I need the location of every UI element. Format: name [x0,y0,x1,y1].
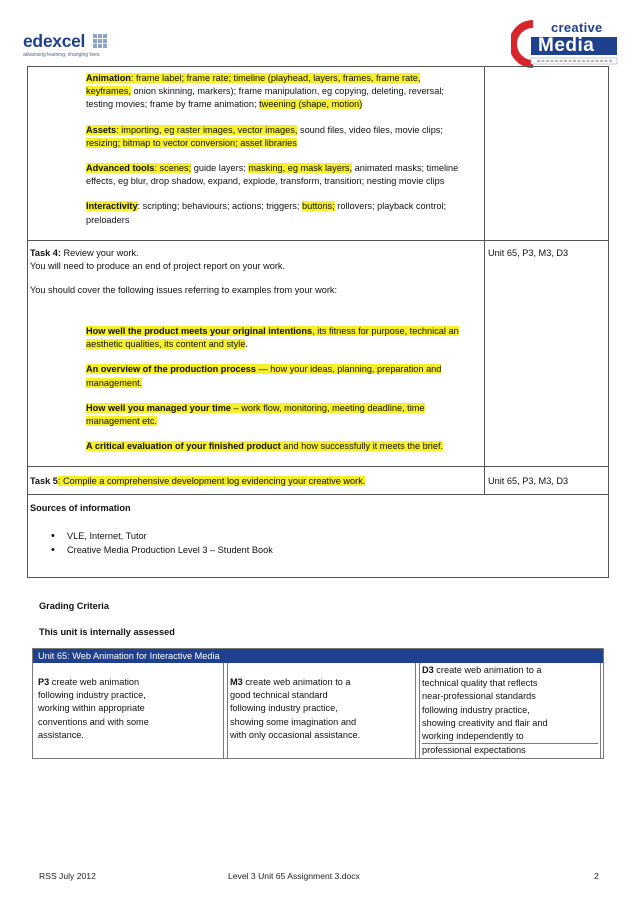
assets-paragraph [86,124,484,150]
task4-item1-rest-a: , its fitness for purpose, technical an [312,326,459,336]
sources-list [45,530,273,557]
advanced-text-b: guide layers; [191,163,249,174]
grading-divider [227,663,228,758]
grading-divider [223,663,224,758]
task4-item2-rest-b: management. [86,377,143,388]
task4-item1-bold: How well the product meets your original intentions [86,326,313,336]
advanced-text-d: animated masks; timeline [352,163,459,174]
interactivity-text-c: rollovers; playback control; [334,201,447,212]
edexcel-tagline: advancing learning, changing lives [23,52,100,58]
task4-item3-rest-a: – work flow, monitoring, meeting deadline, time [231,402,425,413]
animation-paragraph [86,72,484,112]
grading-divider [415,663,416,758]
grading-subtitle: This unit is internally assessed [39,627,175,637]
task4-item2-bold: An overview of the production process [86,364,256,375]
task4-line2: You will need to produce an end of project report on your work. [30,261,286,272]
grading-d3-code: D3 [422,665,434,675]
task4-item3 [86,402,484,428]
grading-divider [419,663,420,758]
footer-center: Level 3 Unit 65 Assignment 3.docx [228,871,360,881]
animation-text-e: tweening (shape, motion) [259,99,363,110]
grading-d3-line: following industry practice, [422,704,530,715]
grading-p3-line: conventions and with some [38,716,149,727]
assets-text-b: sound files, video files, movie clips; [297,124,443,135]
table-row-sources [28,495,608,577]
grading-d3-line: showing creativity and flair and [422,717,548,728]
interactivity-paragraph [86,200,484,226]
grading-p3-line: assistance. [38,729,84,740]
edexcel-grid-icon [93,34,107,48]
table-row-task5 [28,467,608,495]
animation-text-b: keyframes, [86,86,131,97]
animation-label: Animation [86,73,131,83]
task4-line3: You should cover the following issues referring to examples from your work: [30,285,338,296]
creative-media-logo-main: Media [538,35,595,56]
task4-item4-rest: and how successfully it meets the brief. [280,441,444,452]
task5-criteria: Unit 65, P3, M3, D3 [488,476,569,486]
column-divider [484,241,485,466]
grading-p3-line: create web animation [49,677,140,687]
grading-title: Grading Criteria [39,601,109,611]
sources-item: • Creative Media Production Level 3 – Student Book [45,544,273,557]
grading-divider [600,663,601,758]
grading-d3-line: near-professional standards [422,691,536,702]
assets-label: Assets [86,124,117,135]
sources-item: • VLE, Internet, Tutor [45,530,273,543]
advanced-text-c: masking, eg mask layers, [248,163,353,174]
interactivity-text-a: : scripting; behaviours; actions; triggers; [137,201,303,212]
grading-p3-line: working within appropriate [38,703,145,714]
creative-media-logo-top: creative [551,20,603,35]
task4-item4 [86,440,484,453]
task4-label: Task 4: [30,248,61,258]
grading-d3-line: technical quality that reflects [422,678,538,689]
task5-content [30,475,365,488]
task4-items [86,325,484,453]
task4-item4-bold: A critical evaluation of your finished product [86,441,281,452]
task5-label: Task 5 [30,476,58,486]
footer-page-number: 2 [594,871,599,881]
task4-item1 [86,325,484,351]
grading-m3-line: good technical standard [230,690,328,701]
grading-m3-line: following industry practice, [230,703,338,714]
interactivity-text-d: preloaders [86,214,130,225]
assets-text-c: resizing; bitmap to vector conversion; asset libraries [86,137,297,148]
task4-item3-rest-b: management etc. [86,416,157,427]
edexcel-logo [23,32,113,62]
table-row-tools [28,67,608,241]
task4-heading [30,247,482,260]
interactivity-text-b: buttons; [302,201,335,212]
grading-p3-code: P3 [38,677,50,687]
edexcel-logo-word: edexcel [23,31,86,51]
task4-item1-rest-b: aesthetic qualities, its content and style [86,339,246,350]
assignment-table [27,66,609,578]
column-divider [484,467,485,494]
advanced-text-e: effects, eg blur, drop shadow, expand, explode, transform, transition; nesting movie clips [86,176,445,187]
table-row-task4 [28,241,608,467]
task4-item2 [86,363,484,389]
grading-d3-line: create web animation to a [433,665,542,675]
advanced-label: Advanced tools [86,163,155,174]
tools-content [86,72,484,227]
task5-text: : Compile a comprehensive development log evidencing your creative work. [57,476,366,486]
animation-text-d: testing movies; frame by frame animation; [86,99,260,110]
grading-unit-header: Unit 65: Web Animation for Interactive Media [33,649,603,663]
column-divider [484,67,485,240]
interactivity-label: Interactivity [86,201,138,212]
animation-text-a: : frame label; frame rate; timeline (playhead, layers, frames, frame rate, [130,73,421,83]
task4-criteria: Unit 65, P3, M3, D3 [488,248,569,258]
task4-item3-bold: How well you managed your time [86,402,231,413]
grading-d3 [422,664,598,757]
assets-text-a: : importing, eg raster images, vector images, [116,124,298,135]
advanced-text-a: : scenes; [154,163,192,174]
grading-m3-line: showing some imagination and [230,716,357,727]
grading-m3-code: M3 [230,677,243,687]
task4-content [30,247,482,298]
grading-m3 [230,676,412,742]
grading-p3-line: following industry practice, [38,690,146,701]
grading-p3 [38,676,220,742]
footer-left: RSS July 2012 [39,871,96,881]
sources-title: Sources of information [30,503,131,513]
grading-table [32,648,604,759]
grading-m3-line: with only occasional assistance. [230,729,361,740]
animation-text-c: onion skinning, markers); frame manipulation, eg copying, deleting, reversal; [130,86,444,97]
task4-item2-rest-a: — how your ideas, planning, preparation and [256,364,442,375]
grading-d3-line: working independently to [422,731,524,742]
grading-m3-line: create web animation to a [242,677,351,687]
advanced-paragraph [86,162,484,188]
creative-media-logo [511,20,619,68]
task4-item1-rest-c: . [245,339,248,350]
task4-title: Review your work. [60,248,139,258]
grading-d3-line: professional expectations [422,743,598,757]
